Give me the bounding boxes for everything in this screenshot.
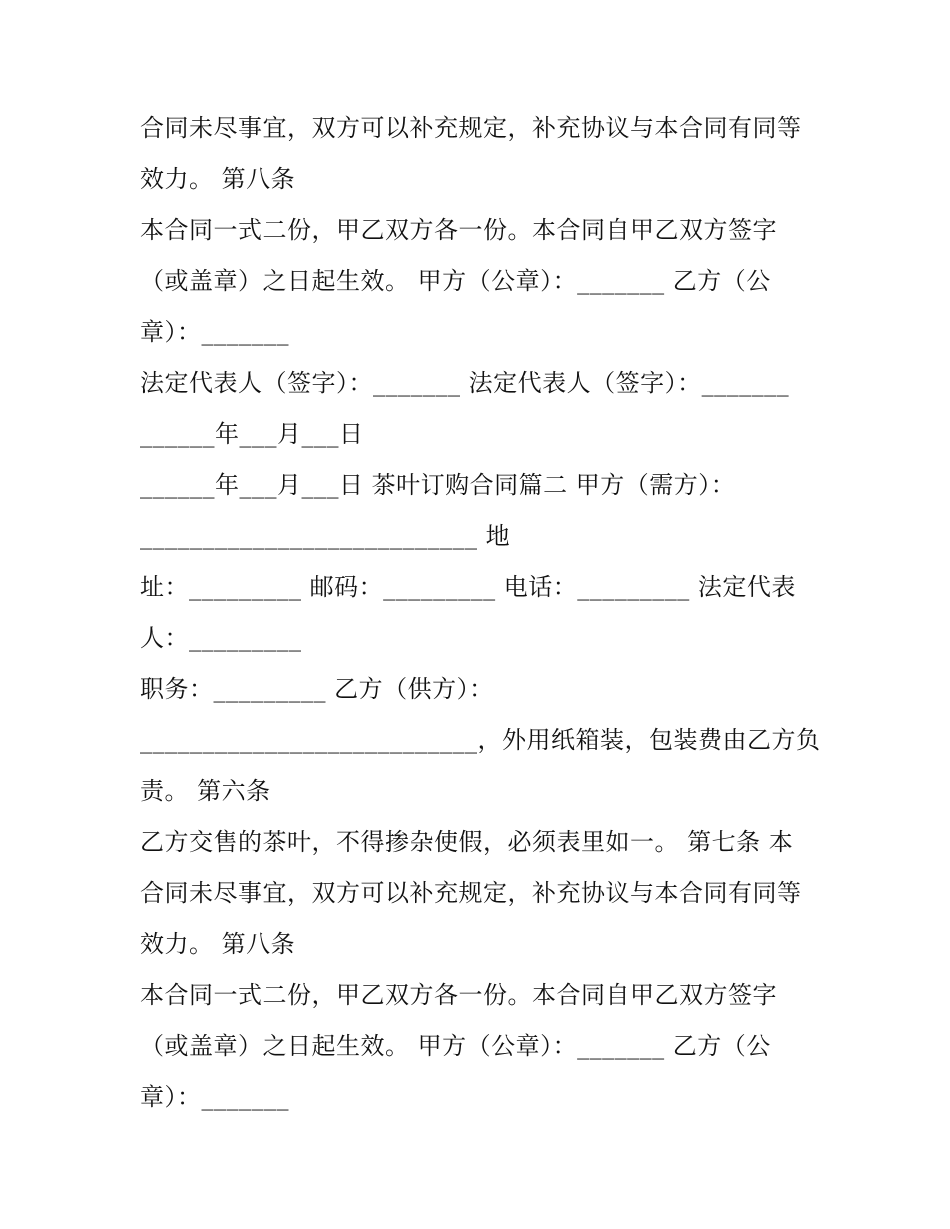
text-line: 人：_________: [140, 624, 302, 652]
text-line: 效力。 第八条: [140, 930, 296, 958]
text-line: ___________________________ 地: [140, 522, 511, 550]
text-line: （或盖章）之日起生效。 甲方（公章）：_______ 乙方（公: [140, 1032, 771, 1060]
text-line: 本合同一式二份，甲乙双方各一份。本合同自甲乙双方签字: [140, 981, 777, 1009]
text-line: 责。 第六条: [140, 777, 271, 805]
text-line: （或盖章）之日起生效。 甲方（公章）：_______ 乙方（公: [140, 267, 771, 295]
text-line: 合同未尽事宜，双方可以补充规定，补充协议与本合同有同等: [140, 114, 802, 142]
text-line: 合同未尽事宜，双方可以补充规定，补充协议与本合同有同等: [140, 879, 802, 907]
text-line: ___________________________，外用纸箱装，包装费由乙方负: [140, 726, 821, 754]
text-line: ______年___月___日 茶叶订购合同篇二 甲方（需方）：: [140, 471, 736, 499]
text-line: 址：_________ 邮码：_________ 电话：_________ 法定代表: [140, 573, 796, 601]
text-line: ______年___月___日: [140, 420, 364, 448]
text-line: 乙方交售的茶叶，不得掺杂使假，必须表里如一。 第七条 本: [140, 828, 794, 856]
text-line: 法定代表人（签字）：_______ 法定代表人（签字）：_______: [140, 369, 790, 397]
text-line: 效力。 第八条: [140, 165, 296, 193]
text-line: 章）：_______: [140, 1083, 289, 1111]
text-line: 本合同一式二份，甲乙双方各一份。本合同自甲乙双方签字: [140, 216, 777, 244]
text-line: 章）：_______: [140, 318, 289, 346]
text-line: 职务：_________ 乙方（供方）：: [140, 675, 494, 703]
